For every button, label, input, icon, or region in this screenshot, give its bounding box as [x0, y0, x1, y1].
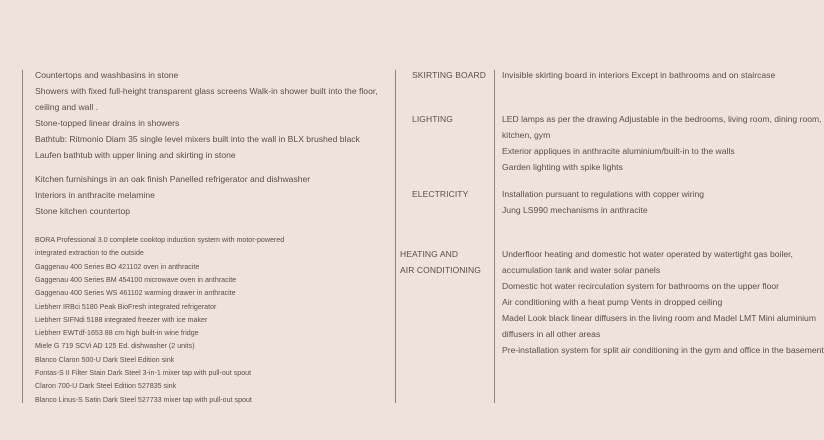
heating-line: diffusers in all other areas — [502, 329, 601, 339]
kitchen-line: Stone kitchen countertop — [35, 206, 131, 216]
bathroom-line: Bathtub: Ritmonio Diam 35 single level mixers built into the wall in BLX brushed black — [35, 134, 360, 144]
appliance-line: Liebherr IRBci 5180 Peak BioFresh integrated refrigerator — [35, 302, 217, 311]
heating-heading: HEATING AND — [400, 249, 459, 259]
appliance-line: Fontas-S II Filter Stain Dark Steel 3-in-1 mixer tap with pull-out spout — [35, 369, 252, 377]
appliance-line: Gaggenau 400 Series WS 461102 warming drawer in anthracite — [35, 289, 236, 298]
appliance-line: Blanco Linus-S Satin Dark Steel 527733 mixer tap with pull-out spout — [35, 395, 252, 404]
appliance-line: integrated extraction to the outside — [35, 249, 144, 258]
heating-heading: AIR CONDITIONING — [400, 265, 481, 275]
heating-line: accumulation tank and water solar panels — [502, 265, 661, 275]
bathroom-line: Showers with fixed full-height transparent glass screens Walk-in shower built into the floor, — [35, 86, 378, 96]
middle-divider — [395, 70, 396, 403]
appliance-line: Gaggenau 400 Series BM 454100 microwave oven in anthracite — [35, 275, 237, 284]
appliance-line: Liebherr SIFNdi 5188 integrated freezer with ice maker — [35, 315, 208, 324]
electricity-heading: ELECTRICITY — [412, 189, 469, 199]
skirting-heading: SKIRTING BOARD — [412, 70, 486, 80]
electricity-line: Jung LS990 mechanisms in anthracite — [502, 205, 648, 215]
lighting-line: LED lamps as per the drawing Adjustable in the bedrooms, living room, dining room, — [502, 114, 822, 124]
lighting-line: Exterior appliques in anthracite aluminium/built-in to the walls — [502, 146, 735, 156]
appliance-line: Miele G 719 SCVi AD 125 Ed. dishwasher (2 units) — [35, 342, 195, 351]
left-divider — [22, 70, 23, 403]
bathroom-line: Laufen bathtub with upper lining and skirting in stone — [35, 150, 236, 160]
heating-line: Domestic hot water recirculation system for bathrooms on the upper floor — [502, 281, 780, 291]
appliance-line: Gaggenau 400 Series BO 421102 oven in anthracite — [35, 262, 200, 271]
lighting-heading: LIGHTING — [412, 114, 453, 124]
right-divider — [494, 70, 495, 403]
appliance-line: Claron 700-U Dark Steel Edition 527835 sink — [35, 382, 177, 391]
heating-line: Madel Look black linear diffusers in the living room and Madel LMT Mini aluminium — [502, 313, 816, 323]
bathroom-line: ceiling and wall . — [35, 102, 99, 112]
appliance-line: Blanco Claron 500-U Dark Steel Edition sink — [35, 355, 175, 364]
skirting-line: Invisible skirting board in interiors Except in bathrooms and on staircase — [502, 70, 776, 80]
heating-line: Underfloor heating and domestic hot water operated by watertight gas boiler, — [502, 249, 793, 259]
electricity-line: Installation pursuant to regulations with copper wiring — [502, 189, 705, 199]
bathroom-line: Countertops and washbasins in stone — [35, 70, 179, 80]
kitchen-line: Kitchen furnishings in an oak finish Panelled refrigerator and dishwasher — [35, 174, 311, 184]
appliance-line: BORA Professional 3.0 complete cooktop induction system with motor-powered — [35, 236, 285, 244]
lighting-line: Garden lighting with spike lights — [502, 162, 623, 172]
heating-line: Air conditioning with a heat pump Vents in dropped ceiling — [502, 297, 723, 307]
kitchen-line: Interiors in anthracite melamine — [35, 190, 155, 200]
lighting-line: kitchen, gym — [502, 130, 551, 140]
bathroom-line: Stone-topped linear drains in showers — [35, 118, 180, 128]
appliance-line: Liebherr EWTdf-1653 88 cm high built-in wine fridge — [35, 329, 199, 338]
heating-line: Pre-installation system for split air conditioning in the gym and office in the basement — [502, 345, 824, 355]
